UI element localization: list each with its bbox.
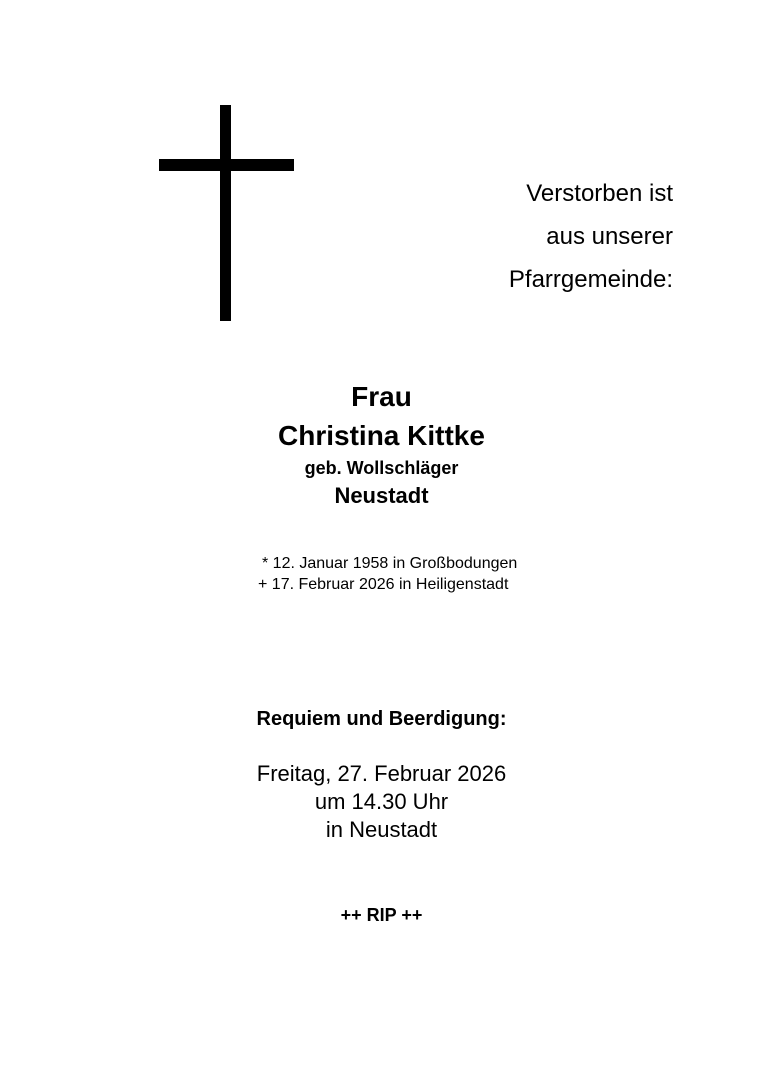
service-place: in Neustadt	[325, 817, 438, 842]
deceased-name: Christina Kittke	[278, 420, 485, 451]
death-date: + 17. Februar 2026 in Heiligenstadt	[258, 576, 509, 593]
cross-vertical-bar	[220, 105, 231, 321]
closing-rip: ++ RIP ++	[340, 905, 423, 925]
service-date: Freitag, 27. Februar 2026	[256, 761, 507, 786]
intro-line: Verstorben ist	[526, 180, 673, 207]
cross-horizontal-bar	[159, 159, 294, 171]
maiden-name: geb. Wollschläger	[304, 458, 459, 478]
intro-text	[509, 172, 673, 301]
hometown: Neustadt	[334, 483, 429, 508]
service-heading: Requiem und Beerdigung:	[256, 708, 507, 730]
intro-line: Pfarrgemeinde:	[508, 266, 673, 293]
intro-line: aus unserer	[546, 223, 673, 250]
life-dates	[258, 553, 517, 595]
salutation: Frau	[351, 381, 412, 412]
service-details	[0, 760, 763, 844]
service-time: um 14.30 Uhr	[314, 789, 449, 814]
birth-date: * 12. Januar 1958 in Großbodungen	[262, 555, 518, 572]
